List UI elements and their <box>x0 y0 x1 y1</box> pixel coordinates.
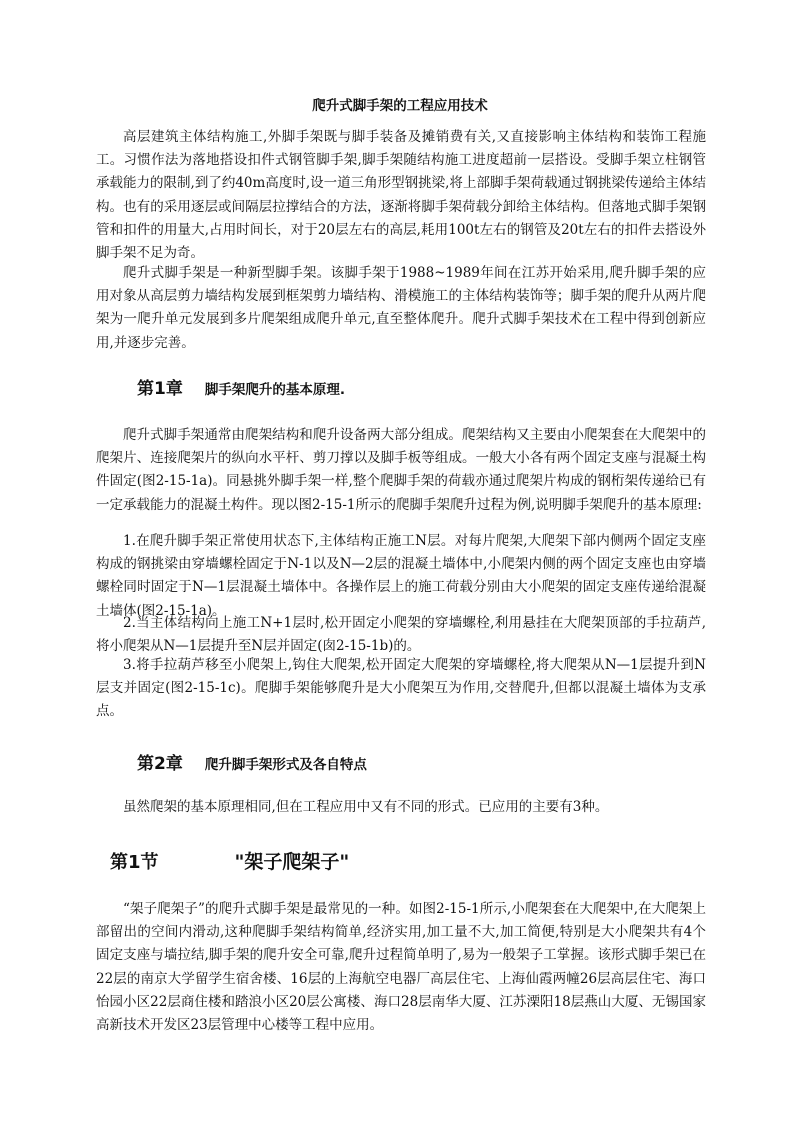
chapter-1-paragraph-3: 2.当主体结构向上施工N+1层时,松开固定小爬架的穿墙螺栓,利用悬挂在大爬架顶部的手拉葫芦,将小爬架从N—1层提升至N层并固定(囱2-15-1b)的。 <box>96 615 706 655</box>
chapter-1-paragraph-2: 1.在爬升脚手架正常使用状态下,主体结构正施工N层。对每片爬架,大爬架下部内侧两个固定支座构成的钢挑梁由穿墙螺栓固定于N-1以及N—2层的混凝土墙体中,小爬架内侧的两个固定支座也由穿墙螺栓同时固定于N—1层混凝土墙体中。各操作层上的施工荷载分别由大小爬架的固定支座传递给混凝土墙体(图2-15-1a)。 <box>96 533 706 619</box>
section-1-paragraph: “架子爬架子”的爬升式脚手架是最常见的一种。如图2-15-1所示,小爬架套在大爬架中,在大爬架上部留出的空间内滑动,这种爬脚手架结构简单,经济实用,加工量不大,加工简便,特别是大小爬架共有4个固定支座与墙拉结,脚手架的爬升安全可靠,爬升过程简单明了,易为一般架子工掌握。该形式脚手架已在22层的南京大学留学生宿舍楼、16层的上海航空电器厂高层住宅、上海仙霞两幢26层高层住宅、海口怡园小区22层商住楼和踏浪小区20层公寓楼、海口28层南华大厦、江苏溧阳18层燕山大厦、无锡国家高新技术开发区23层管理中心楼等工程中应用。 <box>96 901 706 1034</box>
chapter-2-paragraph: 虽然爬架的基本原理相同,但在工程应用中又有不同的形式。已应用的主要有3种。 <box>123 799 609 815</box>
section-1-heading <box>110 847 349 874</box>
chapter-number: 第2章 <box>137 754 183 774</box>
chapter-1-heading <box>137 374 345 399</box>
document-title: 爬升式脚手架的工程应用技术 <box>312 98 488 114</box>
section-title: "架子爬架子" <box>234 851 350 873</box>
chapter-title: 爬升脚手架形式及各自特点 <box>204 757 367 773</box>
chapter-1-paragraph-4: 3.将手拉葫芦移至小爬架上,钩住大爬架,松开固定大爬架的穿墙螺栓,将大爬架从N—1层提升到N层支并固定(图2-15-1c)。爬脚手架能够爬升是大小爬架互为作用,交替爬升,但都以混凝土墙体为支承点。 <box>96 657 706 720</box>
chapter-1-paragraph-1: 爬升式脚手架通常由爬架结构和爬升设备两大部分组成。爬架结构又主要由小爬架套在大爬架中的爬架片、连接爬架片的纵向水平杆、剪刀撑以及脚手板等组成。一般大小各有两个固定支座与混凝土构件固定(图2-15-1a)。同悬挑外脚手架一样,整个爬脚手架的荷载亦通过爬架片构成的钢桁架传递给已有一定承载能力的混凝土构件。现以图2-15-1所示的爬脚手架爬升过程为例,说明脚手架爬升的基本原理: <box>96 427 706 513</box>
chapter-2-heading <box>137 749 367 774</box>
intro-paragraph-2: 爬升式脚手架是一种新型脚手架。该脚手架于1988~1989年间在江苏开始采用,爬升脚手架的应用对象从高层剪力墙结构发展到框架剪力墙结构、滑模施工的主体结构装饰等；脚手架的爬升从两片爬架为一爬升单元发展到多片爬架组成爬升单元,直至整体爬升。爬升式脚手架技术在工程中得到创新应用,并逐步完善。 <box>96 265 706 351</box>
chapter-title: 脚手架爬升的基本原理. <box>204 382 345 398</box>
intro-paragraph-1: 高层建筑主体结构施工,外脚手架既与脚手装备及摊销费有关,又直接影响主体结构和装饰工程施工。习惯作法为落地搭设扣件式钢管脚手架,脚手架随结构施工进度超前一层搭设。受脚手架立柱钢管承载能力的限制,到了约40m高度时,设一道三角形型钢挑梁,将上部脚手架荷载通过钢挑梁传递给主体结构。也有的采用逐层或间隔层拉撑结合的方法，逐渐将脚手架荷载分卸给主体结构。但落地式脚手架钢管和扣件的用量大,占用时间长，对于20层左右的高层,耗用100t左右的钢管及20t左右的扣件去搭设外脚手架不足为奇。 <box>96 129 706 262</box>
chapter-number: 第1章 <box>137 379 183 399</box>
section-number: 第1节 <box>110 852 159 873</box>
